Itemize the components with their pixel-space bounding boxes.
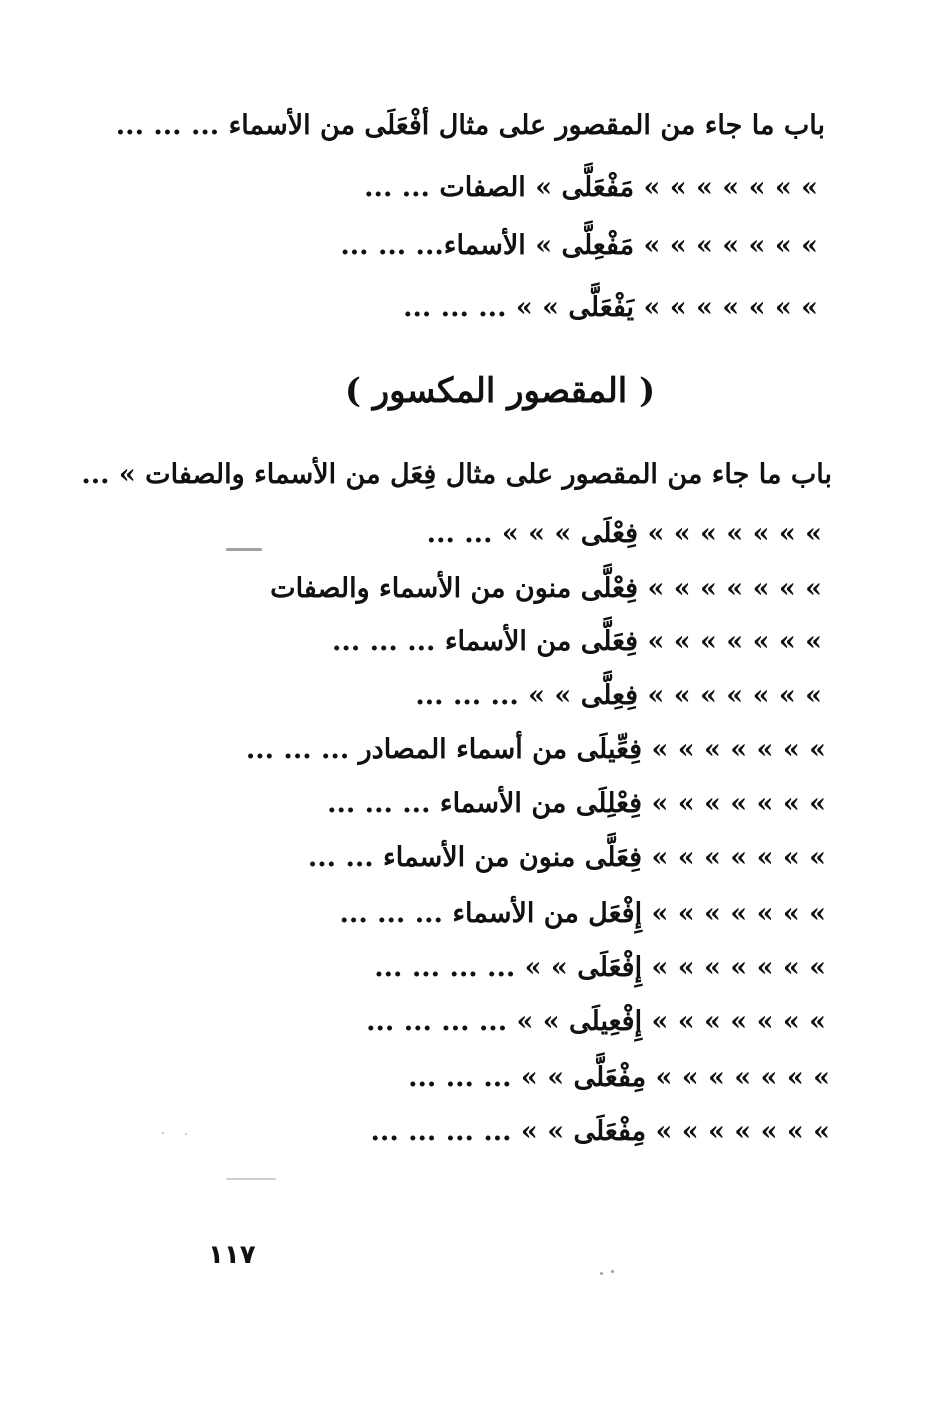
section-heading: ( المقصور المكسور ) bbox=[344, 371, 656, 411]
section1-line-3: » » » » » » » مَفْعِلَّى » الأسماء... ... ... bbox=[340, 230, 818, 261]
section2-line-2: » » » » » » » فِعْلَى » » » ... ... bbox=[426, 518, 822, 549]
section2-line-6: » » » » » » » فِعِّيلَى من أسماء المصادر ... ... ... bbox=[245, 734, 826, 765]
scan-speck bbox=[611, 1270, 614, 1273]
section2-line-7: » » » » » » » فِعْلِلَى من الأسماء ... ... ... bbox=[327, 788, 826, 819]
section2-line-13: » » » » » » » مِفْعَلَى » » ... ... ... ... bbox=[370, 1116, 830, 1147]
section2-line-9: » » » » » » » إِفْعَل من الأسماء ... ... ... bbox=[339, 898, 826, 929]
page-number: ١١٧ bbox=[208, 1240, 256, 1270]
section2-line-12: » » » » » » » مِفْعَلَّى » » ... ... ... bbox=[408, 1062, 830, 1093]
section2-line-11: » » » » » » » إِفْعِيلَى » » ... ... ... ... bbox=[366, 1006, 826, 1037]
section2-line-1: باب ما جاء من المقصور على مثال فِعَل من الأسماء والصفات » ... bbox=[81, 459, 832, 490]
section2-line-4: » » » » » » » فِعَلَّى من الأسماء ... ... ... bbox=[332, 626, 822, 657]
section2-line-10: » » » » » » » إِفْعَلَى » » ... ... ... ... bbox=[374, 952, 826, 983]
section2-line-8: » » » » » » » فِعَلَّى منون من الأسماء ... ... bbox=[307, 842, 826, 873]
section2-line-3: » » » » » » » فِعْلَّى منون من الأسماء والصفات bbox=[270, 573, 822, 604]
section1-line-4: » » » » » » » يَفْعَلَّى » » ... ... ... bbox=[403, 292, 818, 323]
scan-speck bbox=[162, 1132, 164, 1134]
section1-line-1: باب ما جاء من المقصور على مثال أفْعَلَى من الأسماء ... ... ... bbox=[115, 110, 825, 141]
scan-speck bbox=[600, 1272, 603, 1275]
scan-speck bbox=[226, 1178, 276, 1180]
scan-speck bbox=[185, 1133, 187, 1135]
section2-line-5: » » » » » » » فِعِلَّى » » ... ... ... bbox=[415, 680, 822, 711]
scan-speck bbox=[226, 548, 262, 551]
section1-line-2: » » » » » » » مَفْعَلَّى » الصفات ... ... bbox=[364, 172, 818, 203]
